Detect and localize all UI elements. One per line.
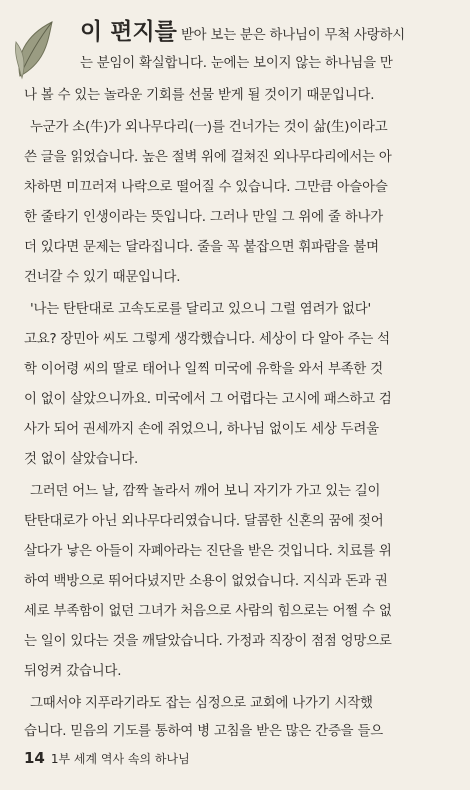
text-line: 사가 되어 권세까지 손에 쥐었으니, 하나님 없이도 세상 두려울 [24,422,379,437]
text-line: 는 분임이 확실합니다. 눈에는 보이지 않는 하나님을 만 [80,56,393,71]
text-line: 그때서야 지푸라기라도 잡는 심정으로 교회에 나가기 시작했 [30,696,373,711]
page-footer [24,748,190,768]
text-line: 습니다. 믿음의 기도를 통하여 병 고침을 받은 많은 간증을 들으 [24,724,383,739]
text-line: 이 없이 살았으니까요. 미국에서 그 어렵다는 고시에 패스하고 검 [24,392,392,407]
text-line: 는 일이 있다는 것을 깨달았습니다. 가정과 직장이 점점 엉망으로 [24,634,392,649]
text-line: 살다가 낳은 아들이 자폐아라는 진단을 받은 것입니다. 치료를 위 [24,544,392,559]
page-number: 14 [24,749,45,767]
text-line: 누군가 소(牛)가 외나무다리(一)를 건너가는 것이 삶(生)이라고 [30,120,388,135]
text-line: 학 이어령 씨의 딸로 태어나 일찍 미국에 유학을 와서 부족한 것 [24,362,383,377]
text-line: 하여 백방으로 뛰어다녔지만 소용이 없었습니다. 지식과 돈과 권 [24,574,388,589]
text-line: 나 볼 수 있는 놀라운 기회를 선물 받게 될 것이기 때문입니다. [24,88,375,103]
section-title: 1부 세계 역사 속의 하나님 [50,752,190,766]
text-line: 쓴 글을 읽었습니다. 높은 절벽 위에 걸쳐진 외나무다리에서는 아 [24,150,392,165]
text-line: 그러던 어느 날, 깜짝 놀라서 깨어 보니 자기가 가고 있는 길이 [30,484,381,499]
text-line: 세로 부족함이 없던 그녀가 처음으로 사람의 힘으로는 어쩔 수 없 [24,604,392,619]
text-line: 탄탄대로가 아닌 외나무다리였습니다. 달콤한 신혼의 꿈에 젖어 [24,514,384,529]
text-line: 뒤엉켜 갔습니다. [24,664,122,679]
text-line: 더 있다면 문제는 달라집니다. 줄을 꼭 붙잡으면 휘파람을 불며 [24,240,379,255]
text-line: 것 없이 살았습니다. [24,452,139,467]
text-line: 이 편지를 받아 보는 분은 하나님이 무척 사랑하시 [80,19,405,45]
text-line: 건너갈 수 있기 때문입니다. [24,270,181,285]
text-line: 한 줄타기 인생이라는 뜻입니다. 그러나 만일 그 위에 줄 하나가 [24,210,383,225]
text-line: 차하면 미끄러져 나락으로 떨어질 수 있습니다. 그만큼 아슬아슬 [24,180,388,195]
text-line: 고요? 장민아 씨도 그렇게 생각했습니다. 세상이 다 알아 주는 석 [24,332,390,347]
text-line: '나는 탄탄대로 고속도로를 달리고 있으니 그럴 염려가 없다' [30,302,372,317]
leaf-icon [12,18,62,82]
lead-text: 이 편지를 [80,19,177,45]
